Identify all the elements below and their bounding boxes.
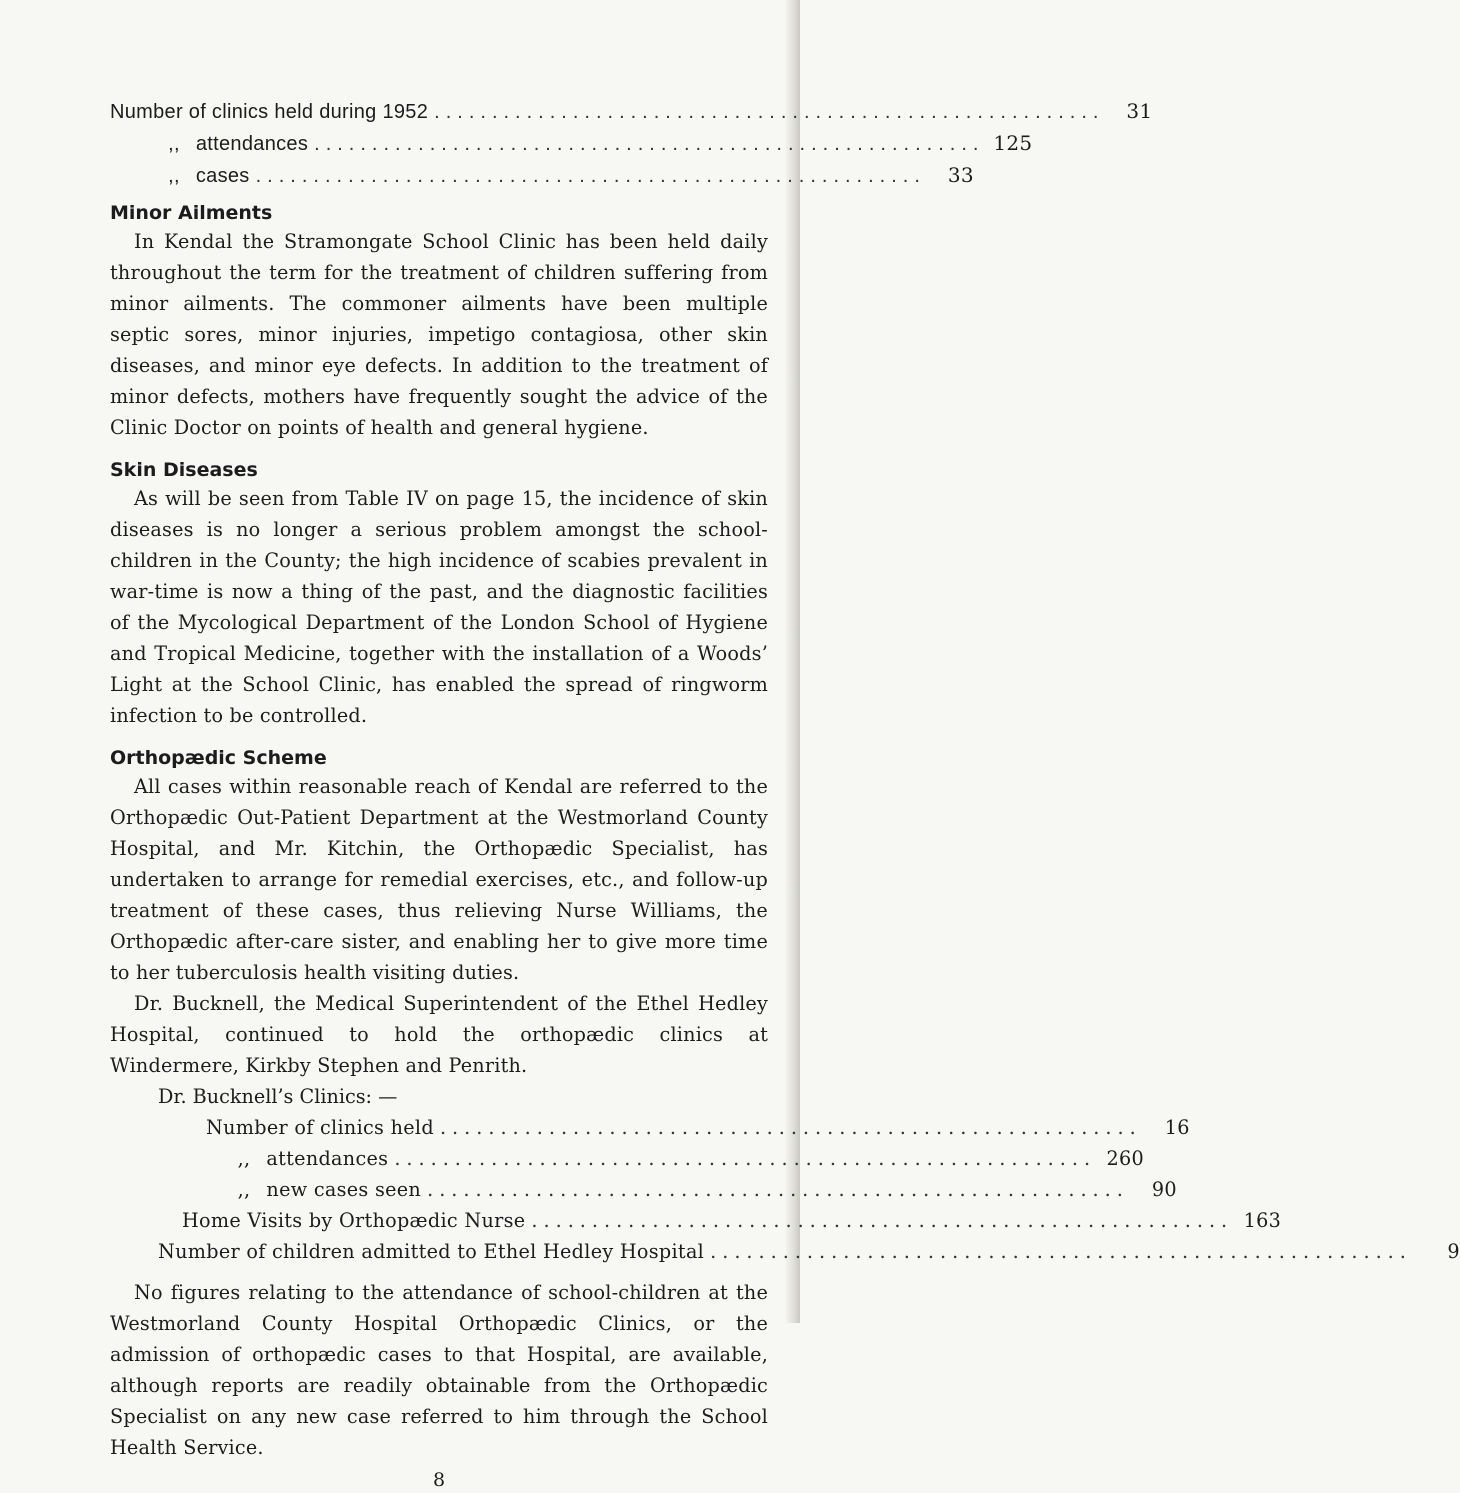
minor-ailments-paragraph: In Kendal the Stramongate School Clinic has been held daily throughout the term for the treatment of children suffering from minor ailments. The commoner ailments have been multiple septic sores, minor injuries, impetigo contagiosa, other skin diseases, and minor eye defects. In addition to the treatment of minor defects, mothers have frequently sought the advice of the Clinic Doctor on points of health and general hygiene. [110,230,768,439]
table-row [110,1174,1177,1205]
leader-dots: .......................................................... [531,1209,1234,1232]
row-label: attendances [195,133,309,155]
ditto-mark: ,, [237,1147,251,1170]
orthopaedic-paragraph-3: No figures relating to the attendance of school-children at the Westmorland County Hospital Orthopædic Clinics, or the admission of orthopædic cases to that Hospital, are available, although reports are readily obtainable from the Orthopædic Specialist on any new case referred to him through the School Health Service. [110,1281,768,1459]
leader-dots: .......................................................... [314,133,985,155]
document-page [110,96,1460,1493]
clinics-1952-table [110,96,1153,192]
row-value: 9 [1447,1240,1460,1263]
bucknell-clinics-table [110,1112,1460,1267]
page-number: 8 [432,1469,446,1491]
leader-dots: .......................................................... [434,101,1105,123]
table-row [110,1236,1460,1267]
table-row [110,160,974,192]
skin-diseases-heading: Skin Diseases [110,459,258,481]
table-row [110,1143,1145,1174]
ditto-mark: ,, [168,133,180,155]
ditto-mark: ,, [237,1178,251,1201]
table-row [110,128,1033,160]
row-value: 125 [993,131,1033,155]
row-value: 90 [1151,1178,1177,1201]
row-value: 33 [947,163,974,187]
table-row [110,1205,1282,1236]
leader-dots: .......................................................... [255,165,926,187]
leader-dots: .......................................................... [427,1178,1129,1201]
row-label: Number of clinics held during 1952 [110,101,429,123]
leader-dots: .......................................................... [439,1116,1142,1139]
row-label: cases [195,165,250,187]
row-label: Home Visits by Orthopædic Nurse [182,1209,526,1232]
bucknell-clinics-label: Dr. Bucknell’s Clinics: — [158,1085,398,1108]
leader-dots: .......................................................... [394,1147,1097,1170]
orthopaedic-paragraph-1: All cases within reasonable reach of Kendal are referred to the Orthopædic Out-Patient Department at the Westmorland County Hospital, and Mr. Kitchin, the Orthopædic Specialist, has undertaken to arrange for remedial exercises, etc., and follow-up treatment of these cases, thus relieving Nurse Williams, the Orthopædic after-care sister, and enabling her to give more time to her tuberculosis health visiting duties. [110,775,768,984]
ditto-mark: ,, [168,165,180,187]
row-label: Number of clinics held [206,1116,434,1139]
row-label: new cases seen [266,1178,422,1201]
row-label: attendances [266,1147,389,1170]
leader-dots: .......................................................... [710,1240,1412,1263]
row-value: 31 [1126,99,1153,123]
table-row [110,1112,1190,1143]
skin-diseases-paragraph: As will be seen from Table IV on page 15, the incidence of skin diseases is no longer a serious problem amongst the school-children in the County; the high incidence of scabies prevalent in war-time is now a thing of the past, and the diagnostic facilities of the Mycological Department of the London School of Hygiene and Tropical Medicine, together with the installation of a Woods’ Light at the School Clinic, has enabled the spread of ringworm infection to be controlled. [110,487,768,727]
orthopaedic-scheme-heading: Orthopædic Scheme [110,747,327,769]
orthopaedic-paragraph-2: Dr. Bucknell, the Medical Superintendent of the Ethel Hedley Hospital, continued to hold the orthopædic clinics at Windermere, Kirkby Stephen and Penrith. [110,992,768,1077]
row-value: 260 [1106,1147,1145,1170]
row-value: 163 [1243,1209,1282,1232]
row-value: 16 [1164,1116,1190,1139]
row-label: Number of children admitted to Ethel Hedley Hospital [158,1240,705,1263]
minor-ailments-heading: Minor Ailments [110,202,273,224]
table-row [110,96,1153,128]
